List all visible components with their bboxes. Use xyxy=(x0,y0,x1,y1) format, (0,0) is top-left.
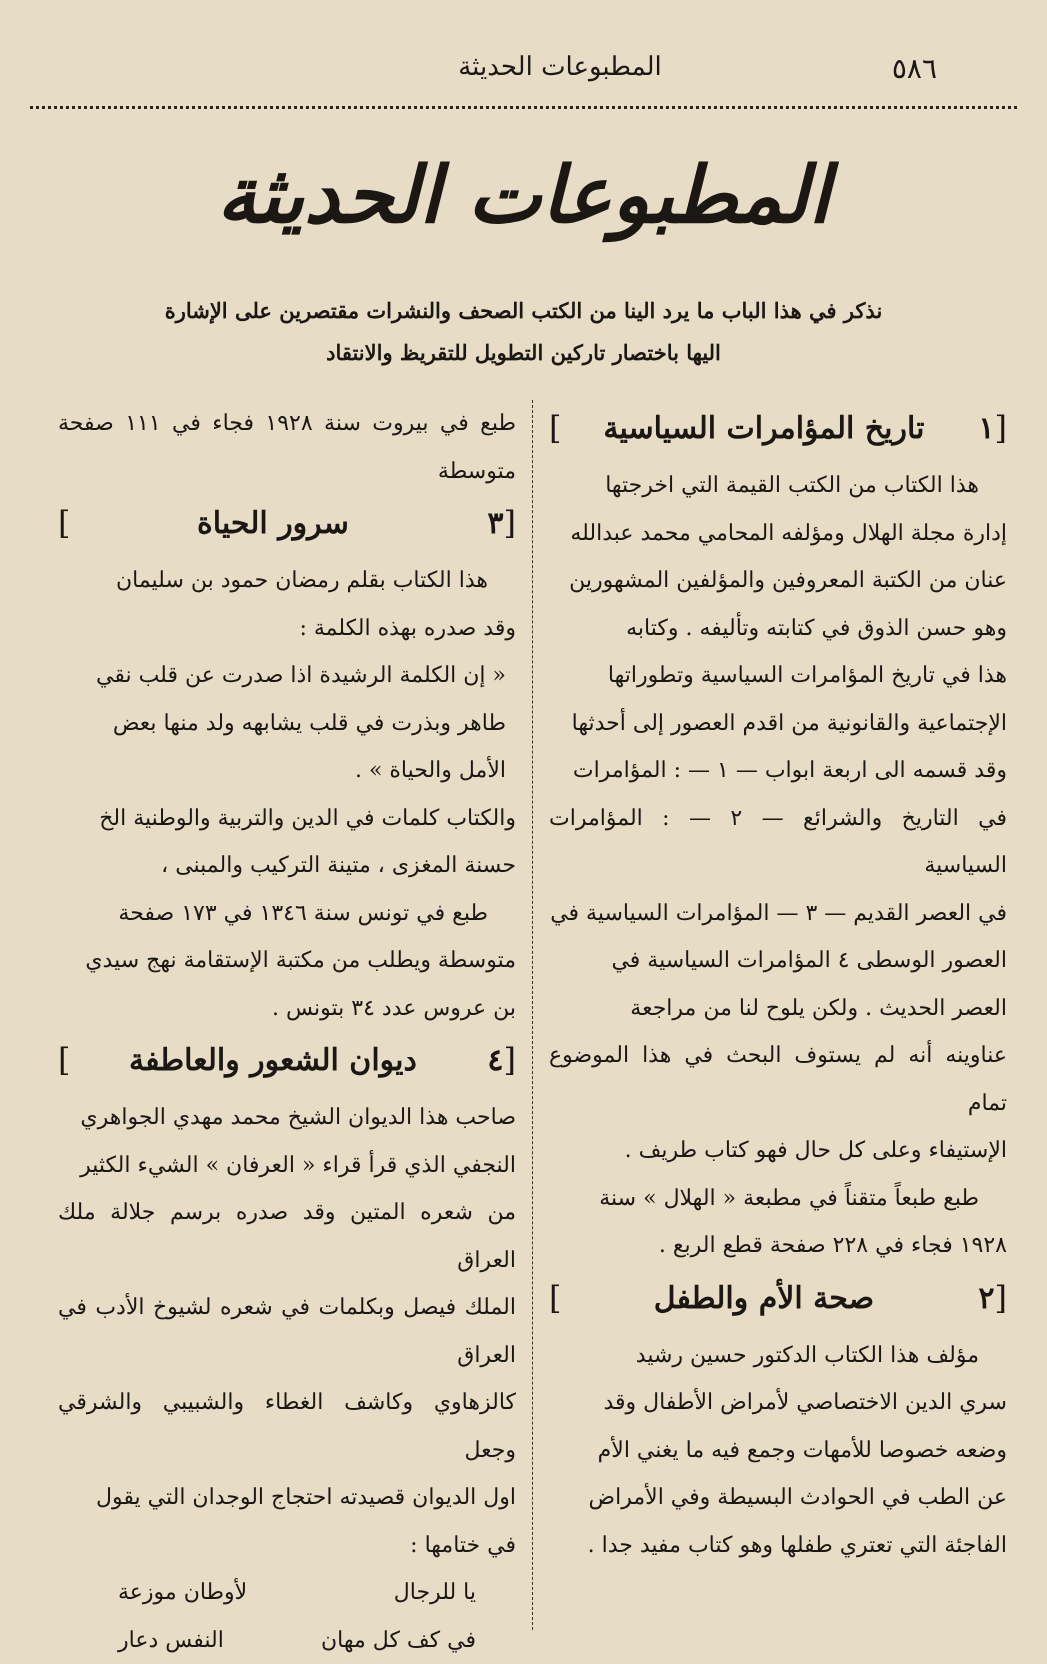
paragraph-line: النجفي الذي قرأ قراء « العرفان » الشيء الكثير xyxy=(58,1142,516,1190)
section-label: صحة الأم والطفل xyxy=(561,1275,966,1323)
paragraph-line: العصور الوسطى ٤ المؤامرات السياسية في xyxy=(549,937,1007,985)
paragraph-line: وقد قسمه الى اربعة ابواب — ١ — : المؤامرات xyxy=(549,747,1007,795)
paragraph-line: هذا الكتاب من الكتب القيمة التي اخرجتها xyxy=(549,462,1007,510)
section-title-2 xyxy=(549,1272,1007,1326)
header-rule xyxy=(30,106,1017,109)
paragraph-line: اول الديوان قصيدته احتجاج الوجدان التي يقول xyxy=(58,1474,516,1522)
verse-hemistich: النفس دعار xyxy=(118,1617,224,1664)
paragraph-line: في العصر القديم — ٣ — المؤامرات السياسية في xyxy=(549,890,1007,938)
verse-hemistich: يا للرجال xyxy=(394,1569,476,1617)
paragraph-line: الإستيفاء وعلى كل حال فهو كتاب طريف . xyxy=(549,1127,1007,1175)
verse-hemistich: لأوطان موزعة xyxy=(118,1569,247,1617)
intro-line: نذكر في هذا الباب ما يرد الينا من الكتب الصحف والنشرات مقتصرين على الإشارة xyxy=(110,290,937,332)
paragraph-line: إدارة مجلة الهلال ومؤلفه المحامي محمد عبدالله xyxy=(549,510,1007,558)
paragraph-line: كالزهاوي وكاشف الغطاء والشبيبي والشرقي وجعل xyxy=(58,1379,516,1474)
left-column xyxy=(58,400,532,1630)
section-number: ٤ xyxy=(487,1037,503,1085)
quote-line: « إن الكلمة الرشيدة اذا صدرت عن قلب نقي xyxy=(58,652,516,700)
paragraph-line: سري الدين الاختصاصي لأمراض الأطفال وقد xyxy=(549,1379,1007,1427)
section-label: ديوان الشعور والعاطفة xyxy=(70,1037,475,1085)
verse-line xyxy=(58,1569,516,1617)
section-label: سرور الحياة xyxy=(70,500,475,548)
quote-line: الأمل والحياة » . xyxy=(58,747,516,795)
bracket-close: ] xyxy=(58,500,70,548)
paragraph-line: حسنة المغزى ، متينة التركيب والمبنى ، xyxy=(58,842,516,890)
paragraph-line: طبع في بيروت سنة ١٩٢٨ فجاء في ١١١ صفحة متوسطة xyxy=(58,400,516,495)
paragraph-line: طبع طبعاً متقناً في مطبعة « الهلال » سنة xyxy=(549,1175,1007,1223)
paragraph-line: هذا الكتاب بقلم رمضان حمود بن سليمان xyxy=(58,557,516,605)
section-title-1 xyxy=(549,402,1007,456)
paragraph-line: عنان من الكتبة المعروفين والمؤلفين المشهورين xyxy=(549,557,1007,605)
bracket-close: ] xyxy=(549,1275,561,1323)
bracket-open: [ xyxy=(995,405,1007,453)
paragraph-line: متوسطة ويطلب من مكتبة الإستقامة نهج سيدي xyxy=(58,937,516,985)
paragraph-line: صاحب هذا الديوان الشيخ محمد مهدي الجواهري xyxy=(58,1094,516,1142)
quote-line: طاهر وبذرت في قلب يشابهه ولد منها بعض xyxy=(58,700,516,748)
bracket-close: ] xyxy=(58,1037,70,1085)
paragraph-line: الإجتماعية والقانونية من اقدم العصور إلى أحدثها xyxy=(549,700,1007,748)
running-head xyxy=(40,48,1007,98)
paragraph-line: في التاريخ والشرائع — ٢ — : المؤامرات السياسية xyxy=(549,795,1007,890)
right-column xyxy=(532,400,1007,1630)
intro-text xyxy=(110,290,937,374)
section-title-3 xyxy=(58,497,516,551)
paragraph-line: من شعره المتين وقد صدره برسم جلالة ملك العراق xyxy=(58,1189,516,1284)
verse-hemistich: في كف كل مهان xyxy=(321,1617,476,1664)
bracket-open: [ xyxy=(995,1275,1007,1323)
paragraph-line: وضعه خصوصا للأمهات وجمع فيه ما يغني الأم xyxy=(549,1427,1007,1475)
bracket-open: [ xyxy=(504,1037,516,1085)
section-number: ١ xyxy=(978,405,994,453)
paragraph-line: الملك فيصل وبكلمات في شعره لشيوخ الأدب في العراق xyxy=(58,1284,516,1379)
paragraph-line: العصر الحديث . ولكن يلوح لنا من مراجعة xyxy=(549,985,1007,1033)
section-title-4 xyxy=(58,1034,516,1088)
verse-line xyxy=(58,1617,516,1664)
page-number: ٥٨٦ xyxy=(892,52,937,85)
columns xyxy=(40,400,1007,1630)
intro-line: اليها باختصار تاركين التطويل للتقريظ والانتقاد xyxy=(110,332,937,374)
paragraph-line: وقد صدره بهذه الكلمة : xyxy=(58,605,516,653)
paragraph-line: الفاجئة التي تعتري طفلها وهو كتاب مفيد جدا . xyxy=(549,1522,1007,1570)
bracket-open: [ xyxy=(504,500,516,548)
section-number: ٣ xyxy=(487,500,503,548)
masthead-title: المطبوعات الحديثة xyxy=(0,150,1047,241)
paragraph-line: في ختامها : xyxy=(58,1522,516,1570)
paragraph-line: هذا في تاريخ المؤامرات السياسية وتطوراتها xyxy=(549,652,1007,700)
paragraph-line: ١٩٢٨ فجاء في ٢٢٨ صفحة قطع الربع . xyxy=(549,1222,1007,1270)
paragraph-line: طبع في تونس سنة ١٣٤٦ في ١٧٣ صفحة xyxy=(58,890,516,938)
paragraph-line: بن عروس عدد ٣٤ بتونس . xyxy=(58,985,516,1033)
paragraph-line: والكتاب كلمات في الدين والتربية والوطنية الخ xyxy=(58,795,516,843)
paragraph-line: مؤلف هذا الكتاب الدكتور حسين رشيد xyxy=(549,1332,1007,1380)
paragraph-line: وهو حسن الذوق في كتابته وتأليفه . وكتابه xyxy=(549,605,1007,653)
bracket-close: ] xyxy=(549,405,561,453)
section-number: ٢ xyxy=(978,1275,994,1323)
running-title: المطبوعات الحديثة xyxy=(400,52,720,82)
section-label: تاريخ المؤامرات السياسية xyxy=(561,405,966,453)
paragraph-line: عن الطب في الحوادث البسيطة وفي الأمراض xyxy=(549,1474,1007,1522)
paragraph-line: عناوينه أنه لم يستوف البحث في هذا الموضوع تمام xyxy=(549,1032,1007,1127)
